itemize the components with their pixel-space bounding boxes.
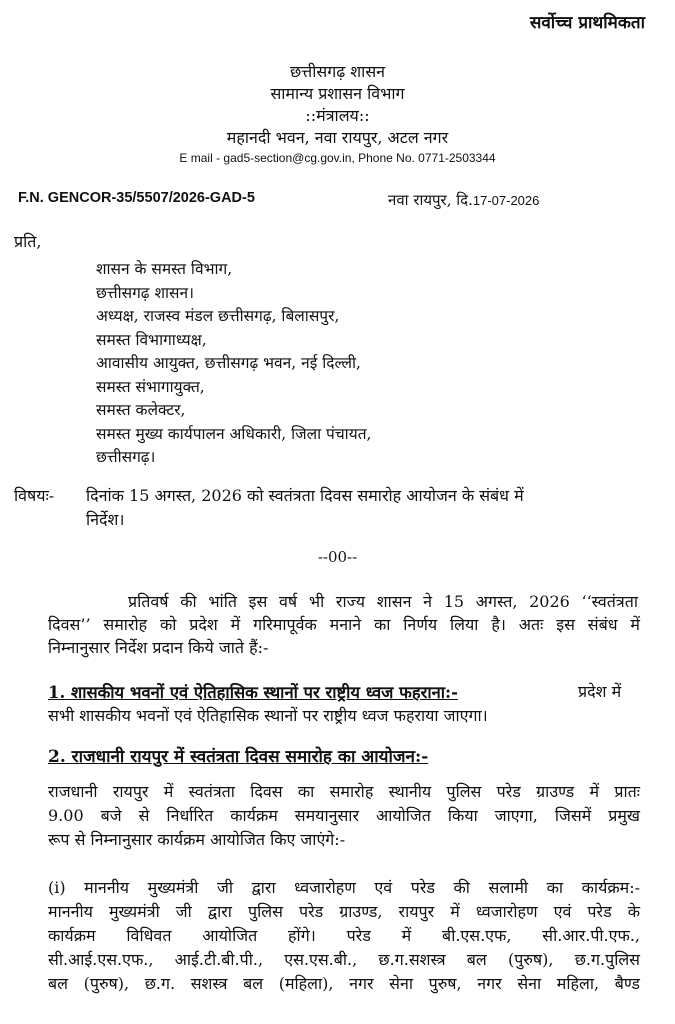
subject-line: दिनांक 15 अगस्त, 2026 को स्वतंत्रता दिवस समारोह आयोजन के संबंध में xyxy=(86,486,524,505)
recipient-item: समस्त मुख्य कार्यपालन अधिकारी, जिला पंचायत, xyxy=(96,424,372,443)
section-2-heading: 2. राजधानी रायपुर में स्वतंत्रता दिवस समारोह का आयोजन:- xyxy=(48,747,429,767)
date-prefix: नवा रायपुर, दि. xyxy=(388,191,473,209)
subject-line: निर्देश। xyxy=(86,510,125,529)
contact-line: E mail - gad5-section@cg.gov.in, Phone No. 0771-2503344 xyxy=(179,151,496,165)
section-1-heading: 1. शासकीय भवनों एवं ऐतिहासिक स्थानों पर राष्ट्रीय ध्वज फहराना:- xyxy=(48,683,458,702)
govt-name: छत्तीसगढ़ शासन xyxy=(289,62,386,81)
to-label: प्रति, xyxy=(14,232,42,251)
section-1-tail: प्रदेश में xyxy=(578,682,622,701)
ministry-label: ::मंत्रालय:: xyxy=(305,106,370,125)
section-2-para-line: 9.00 बजे से निर्धारित कार्यक्रम समयानुसार आयोजित किया जाएगा, जिसमें प्रमुख xyxy=(48,806,640,825)
priority-label: सर्वोच्च प्राथमिकता xyxy=(529,13,645,33)
file-number: F.N. GENCOR-35/5507/2026-GAD-5 xyxy=(18,190,255,206)
section-2-item-line: सी.आई.एस.एफ., आई.टी.बी.पी., एस.एस.बी., छ.ग.सशस्त्र बल (पुरुष), छ.ग.पुलिस xyxy=(48,950,640,969)
recipient-item: समस्त कलेक्टर, xyxy=(96,401,186,419)
section-2-para-line: रूप से निम्नानुसार कार्यक्रम आयोजित किए जाएंगे:- xyxy=(48,830,346,849)
recipient-item: समस्त विभागाध्यक्ष, xyxy=(96,330,207,349)
letter-date xyxy=(388,190,539,210)
section-2-para-line: राजधानी रायपुर में स्वतंत्रता दिवस का समारोह स्थानीय पुलिस परेड ग्राउण्ड में प्रातः xyxy=(48,782,640,801)
recipient-item: छत्तीसगढ़ शासन। xyxy=(96,283,194,302)
recipient-item: समस्त संभागायुक्त, xyxy=(96,377,205,396)
section-1-text: सभी शासकीय भवनों एवं ऐतिहासिक स्थानों पर राष्ट्रीय ध्वज फहराया जाएगा। xyxy=(48,706,488,725)
office-address: महानदी भवन, नवा रायपुर, अटल नगर xyxy=(226,128,449,147)
section-2-item-line: बल (पुरुष), छ.ग. सशस्त्र बल (महिला), नगर सेना पुरुष, नगर सेना महिला, बैण्ड xyxy=(48,974,640,993)
separator: --00-- xyxy=(317,548,358,566)
intro-line: निम्नानुसार निर्देश प्रदान किये जाते हैं:- xyxy=(48,638,269,657)
intro-line: प्रतिवर्ष की भांति इस वर्ष भी राज्य शासन ने 15 अगस्त, 2026 ‘‘स्वतंत्रता xyxy=(128,592,638,611)
intro-line: दिवस’’ समारोह को प्रदेश में गरिमापूर्वक मनाने का निर्णय लिया है। अतः इस संबंध में xyxy=(48,615,640,634)
subject-label: विषयः- xyxy=(14,486,55,505)
section-2-item-line: माननीय मुख्यमंत्री जी द्वारा पुलिस परेड ग्राउण्ड, रायपुर में ध्वजारोहण एवं परेड के xyxy=(48,902,640,921)
recipient-list xyxy=(96,258,371,470)
recipient-item: आवासीय आयुक्त, छत्तीसगढ़ भवन, नई दिल्ली, xyxy=(96,354,361,372)
department-name: सामान्य प्रशासन विभाग xyxy=(270,84,405,103)
recipient-item: शासन के समस्त विभाग, xyxy=(96,260,233,278)
section-2-item-line: कार्यक्रम विधिवत आयोजित होंगे। परेड में बी.एस.एफ, सी.आर.पी.एफ., xyxy=(48,926,640,945)
subject-text xyxy=(86,484,524,532)
recipient-item: छत्तीसगढ़। xyxy=(96,448,156,466)
date-value: 17-07-2026 xyxy=(472,193,540,208)
section-2-item-line: (i) माननीय मुख्यमंत्री जी द्वारा ध्वजारोहण एवं परेड की सलामी का कार्यक्रम:- xyxy=(48,878,640,897)
recipient-item: अध्यक्ष, राजस्व मंडल छत्तीसगढ़, बिलासपुर, xyxy=(96,307,340,325)
